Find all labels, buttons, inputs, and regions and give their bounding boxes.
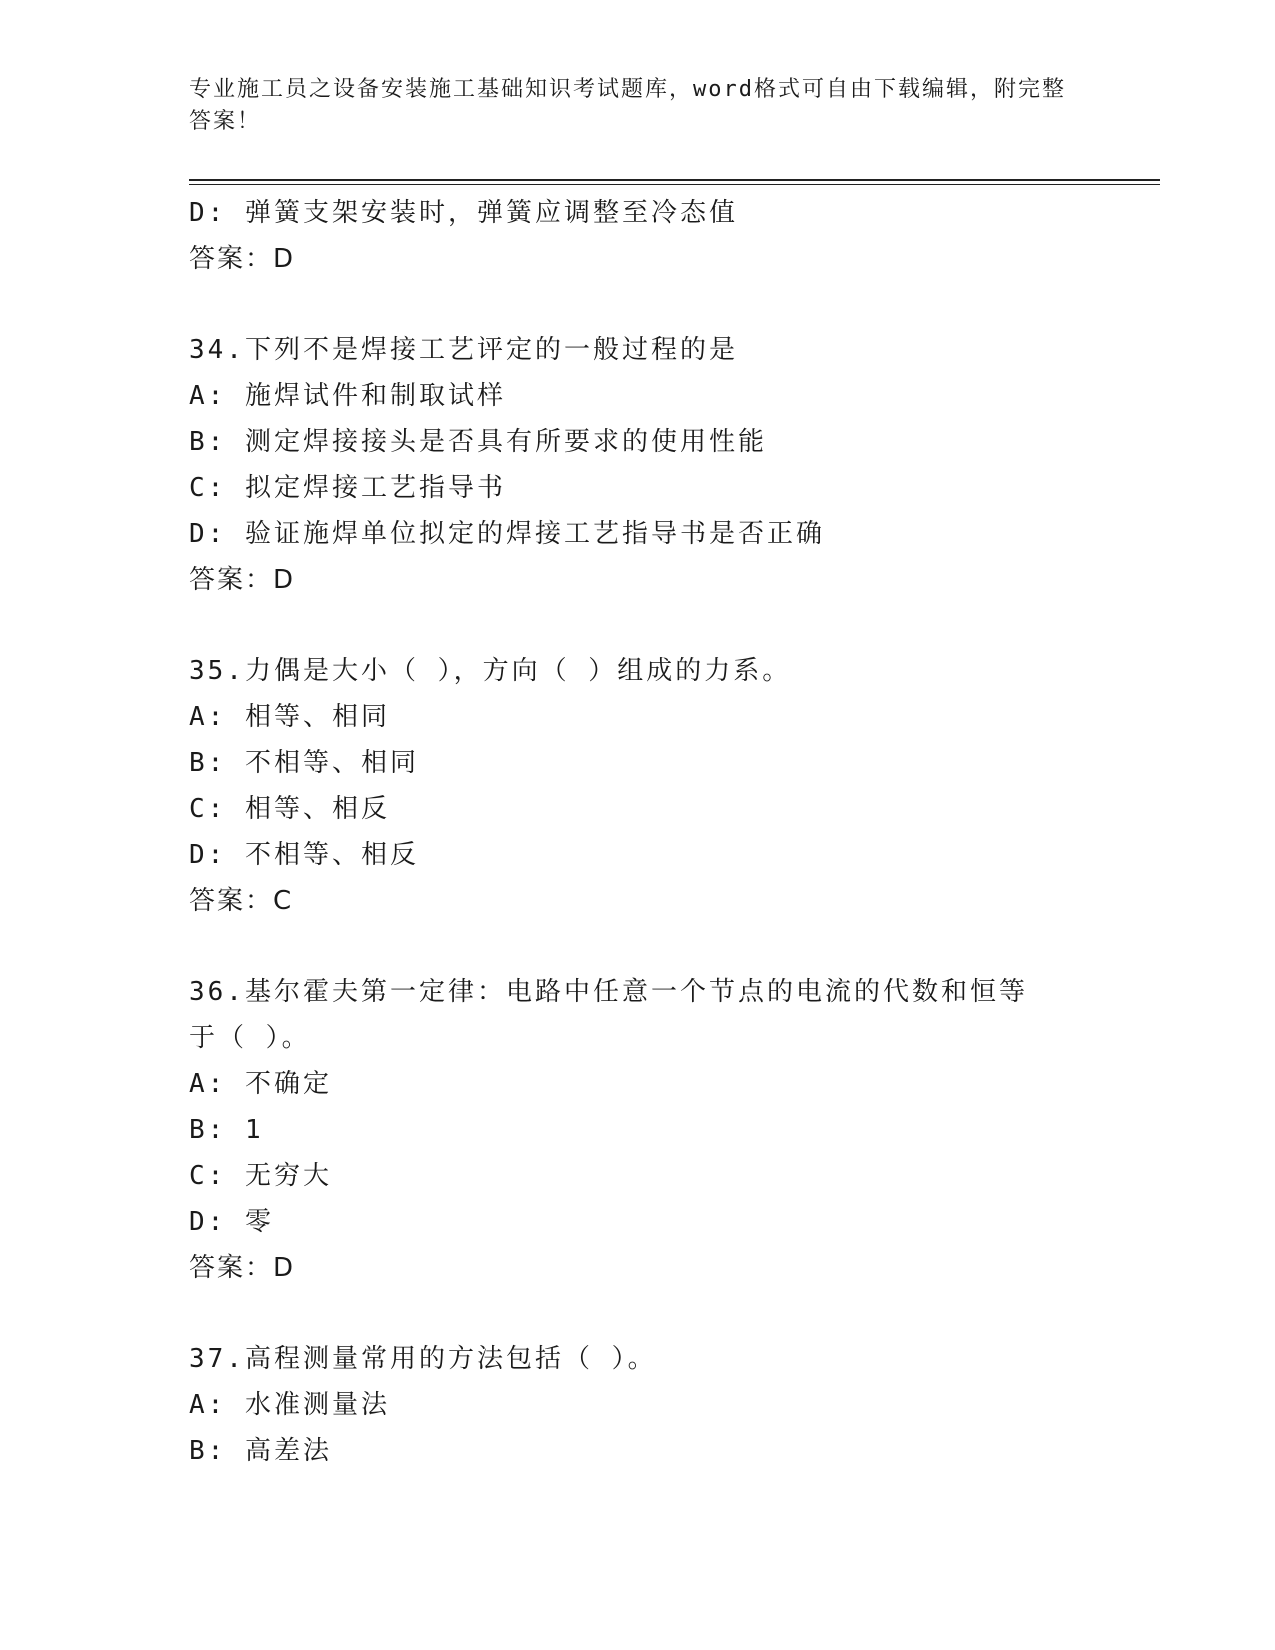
question-text: 35.力偶是大小（ ），方向（ ）组成的力系。 [189,656,792,686]
question-text: 34.下列不是焊接工艺评定的一般过程的是 [189,335,738,365]
option-a: A: 相等、相同 [189,702,390,732]
document-header [189,74,1079,138]
option-c: C: 相等、相反 [189,794,390,824]
question-36 [189,969,1089,1291]
question-35 [189,648,1089,924]
option-d: D: 零 [189,1207,274,1237]
header-text: 专业施工员之设备安装施工基础知识考试题库，word格式可自由下载编辑，附完整答案！ [189,77,1066,134]
option-b: B: 1 [189,1115,264,1145]
option-b: B: 不相等、相同 [189,748,419,778]
option-d: D: 不相等、相反 [189,840,419,870]
answer: 答案：D [189,565,296,595]
question-37 [189,1336,1089,1474]
option-a: A: 施焊试件和制取试样 [189,381,506,411]
option-b: B: 测定焊接接头是否具有所要求的使用性能 [189,427,767,457]
option-d: D: 验证施焊单位拟定的焊接工艺指导书是否正确 [189,519,825,549]
header-divider-thin [189,184,1160,185]
option-c: C: 拟定焊接工艺指导书 [189,473,506,503]
option-d-prev: D: 弹簧支架安装时，弹簧应调整至冷态值 [189,198,738,228]
spacer [189,1291,1089,1336]
option-b: B: 高差法 [189,1436,332,1466]
option-c: C: 无穷大 [189,1161,332,1191]
question-list [189,190,1089,1474]
question-text: 36.基尔霍夫第一定律：电路中任意一个节点的电流的代数和恒等于（ ）。 [189,977,1028,1053]
answer-prev: 答案：D [189,244,296,274]
spacer [189,603,1089,648]
answer: 答案：C [189,886,294,916]
answer: 答案：D [189,1253,296,1283]
option-a: A: 水准测量法 [189,1390,390,1420]
spacer [189,282,1089,327]
option-a: A: 不确定 [189,1069,332,1099]
question-34 [189,327,1089,603]
question-text: 37.高程测量常用的方法包括（ ）。 [189,1344,657,1374]
header-divider-thick [189,179,1160,181]
spacer [189,924,1089,969]
